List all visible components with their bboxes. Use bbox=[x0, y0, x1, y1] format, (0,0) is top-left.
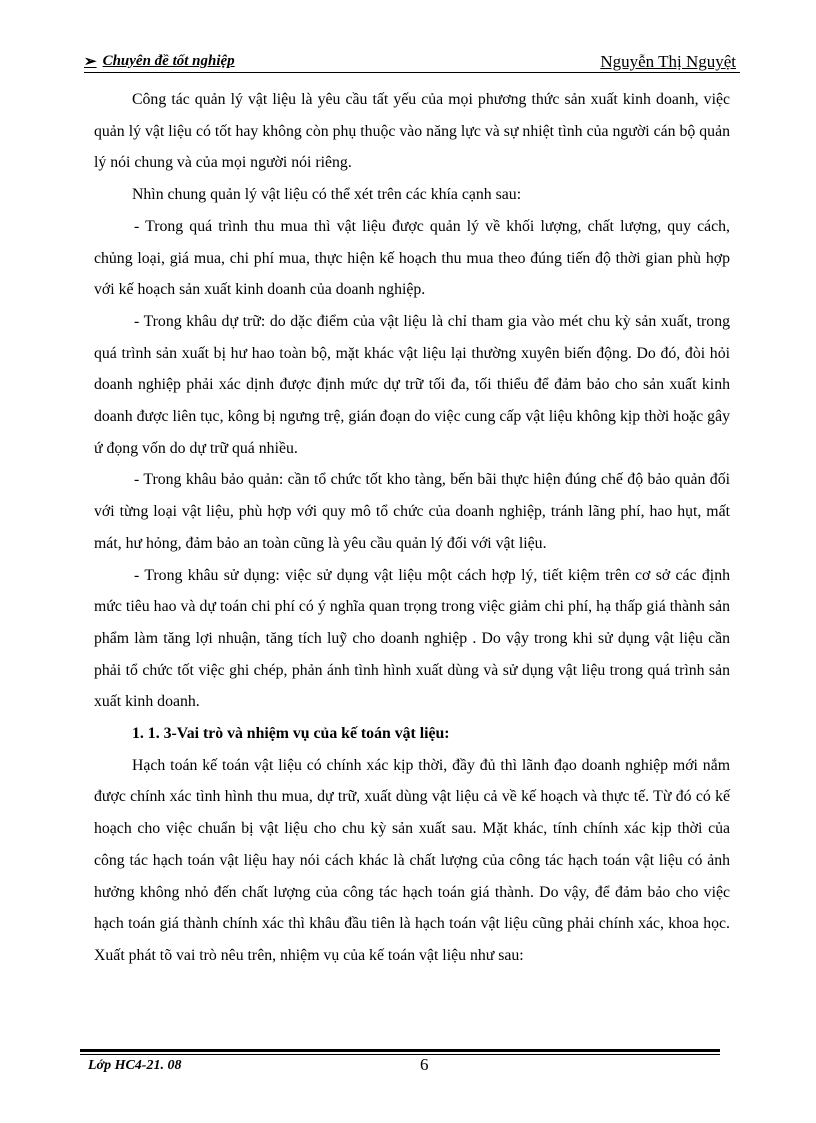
page-header bbox=[84, 52, 736, 72]
header-author: Nguyễn Thị Nguyệt bbox=[600, 52, 736, 71]
header-document-title bbox=[84, 52, 235, 71]
section-heading: 1. 1. 3-Vai trò và nhiệm vụ của kế toán vật liệu: bbox=[132, 725, 450, 743]
paragraph-3: - Trong quá trình thu mua thì vật liệu được quản lý về khối lượng, chất lượng, quy cách, chủng loại, giá mua, chi phí mua, thực hiện kế hoạch thu mua theo đúng tiến độ thời gian phù hợp với kế hoạch sản xuất kinh doanh của doanh nghiệp. bbox=[94, 217, 730, 299]
document-body bbox=[94, 84, 730, 972]
footer-divider-thin bbox=[80, 1054, 720, 1055]
page-number: 6 bbox=[420, 1055, 429, 1074]
paragraph-1: Công tác quản lý vật liệu là yêu cầu tất yếu của mọi phương thức sản xuất kinh doanh, việc quản lý vật liệu có tốt hay không còn phụ thuộc vào năng lực và sự nhiệt tình của người cán bộ quản lý nói chung và của mọi người nói riêng. bbox=[94, 91, 730, 172]
arrow-bullet-icon: ➢ bbox=[84, 54, 97, 70]
header-title-text: Chuyên đề tốt nghiệp bbox=[102, 53, 235, 69]
paragraph-4: - Trong khâu dự trữ: do dặc điểm của vật liệu là chỉ tham gia vào mét chu kỳ sản xuất, trong quá trình sản xuất bị hư hao toàn bộ, mặt khác vật liệu lại thường xuyên biến động. Do đó, đòi hỏi doanh nghiệp phải xác dịnh được định mức dự trữ tối đa, tối thiểu để đảm bảo cho sản xuất kinh doanh được liên tục, kông bị ngưng trệ, gián đoạn do việc cung cấp vật liệu không kịp thời hoặc gây ứ đọng vốn do dự trữ quá nhiều. bbox=[94, 312, 730, 457]
paragraph-5: - Trong khâu bảo quản: cần tổ chức tốt kho tàng, bến bãi thực hiện đúng chế độ bảo quản đối với từng loại vật liệu, phù hợp với quy mô tổ chức của doanh nghiệp, tránh lãng phí, hao hụt, mất mát, hư hỏng, đảm bảo an toàn cũng là yêu cầu quản lý đối với vật liệu. bbox=[94, 471, 730, 552]
paragraph-2: Nhìn chung quản lý vật liệu có thể xét trên các khía cạnh sau: bbox=[132, 186, 522, 204]
header-divider bbox=[84, 72, 740, 73]
footer-divider-thick bbox=[80, 1049, 720, 1052]
paragraph-7: Hạch toán kế toán vật liệu có chính xác kịp thời, đầy đủ thì lãnh đạo doanh nghiệp mới nắm được chính xác tình hình thu mua, dự trữ, xuất dùng vật liệu cả về kế hoạch và thực tế. Từ đó có kế hoạch cho việc chuẩn bị vật liệu cho chu kỳ sản xuất sau. Mặt khác, tính chính xác kịp thời của công tác hạch toán vật liệu hay nói cách khác là chất lượng của công tác hạch toán vật liệu có ảnh hưởng không nhỏ đến chất lượng của công tác hạch toán giá thành. Do vậy, để đảm bảo cho việc hạch toán giá thành chính xác thì khâu đầu tiên là hạch toán vật liệu cũng phải chính xác, khoa học. Xuất phát tõ vai trò nêu trên, nhiệm vụ của kế toán vật liệu như sau: bbox=[94, 756, 730, 964]
footer-class-label: Lớp HC4-21. 08 bbox=[88, 1058, 182, 1073]
paragraph-6: - Trong khâu sử dụng: việc sử dụng vật liệu một cách hợp lý, tiết kiệm trên cơ sở các định mức tiêu hao và dự toán chi phí có ý nghĩa quan trọng trong việc giảm chi phí, hạ thấp giá thành sản phẩm làm tăng lợi nhuận, tăng tích luỹ cho doanh nghiệp . Do vậy trong khi sử dụng vật liệu cần phải tổ chức tốt việc ghi chép, phản ánh tình hình xuất dùng và sử dụng vật liệu trong quá trình sản xuất kinh doanh. bbox=[94, 566, 730, 711]
